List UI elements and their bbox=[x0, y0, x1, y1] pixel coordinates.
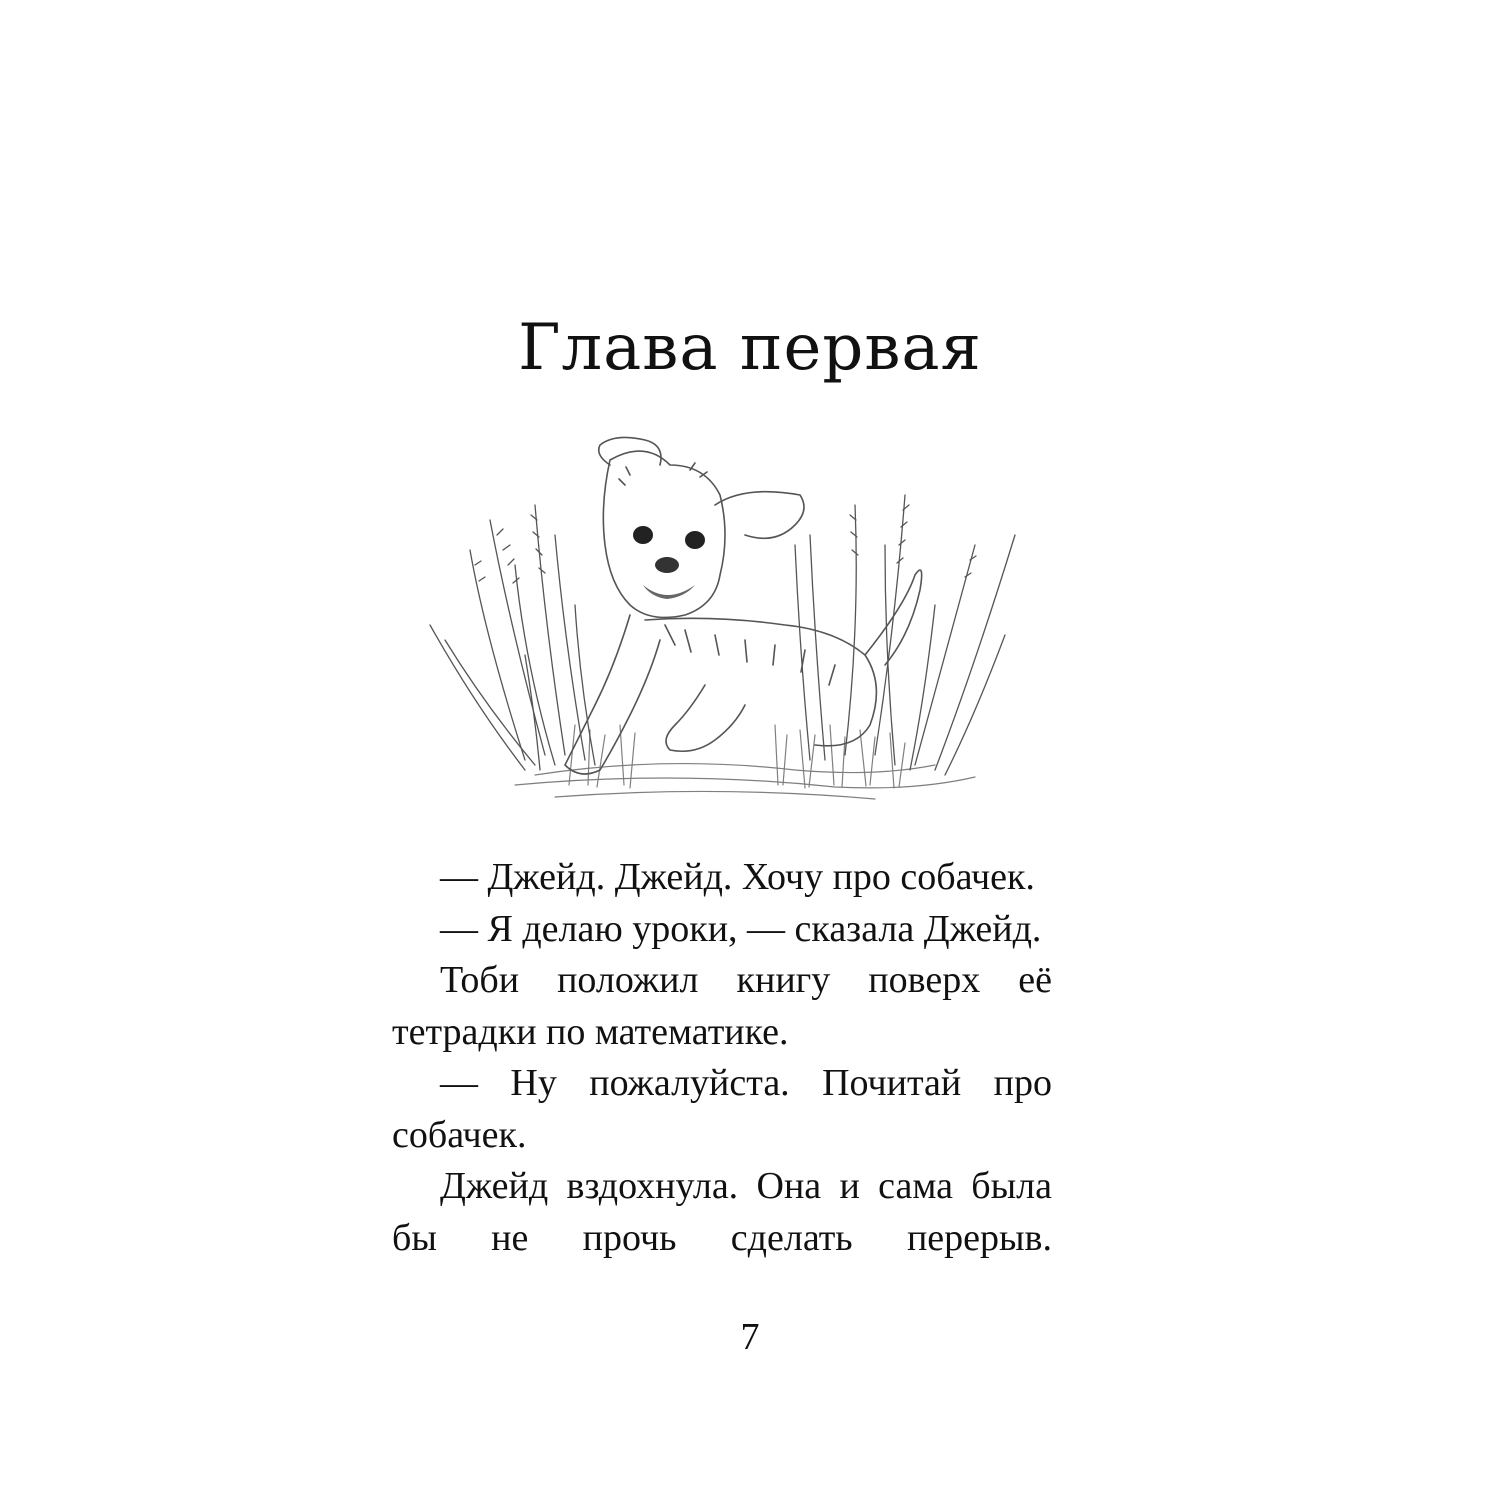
puppy-body bbox=[565, 437, 922, 774]
puppy-face bbox=[633, 526, 705, 599]
paragraph: — Джейд. Джейд. Хочу про собачек. bbox=[440, 856, 1035, 898]
paragraph: Тоби положил книгу поверх её тетрадки по математике. bbox=[392, 959, 1052, 1053]
chapter-title: Глава первая bbox=[518, 311, 982, 385]
paragraph: — Ну пожалуйста. Почитай про собачек. bbox=[392, 1062, 1052, 1156]
page-number: 7 bbox=[740, 1316, 760, 1358]
paragraph: — Я делаю уроки, — сказала Джейд. bbox=[440, 907, 1042, 950]
puppy-in-grass-illustration bbox=[415, 425, 1045, 810]
grass-ground bbox=[515, 725, 975, 799]
grass-left bbox=[430, 505, 595, 770]
paragraph: Джейд вздохнула. Она и сама была бы не прочь сделать перерыв. bbox=[392, 1165, 1052, 1259]
story-text bbox=[392, 852, 1052, 1264]
